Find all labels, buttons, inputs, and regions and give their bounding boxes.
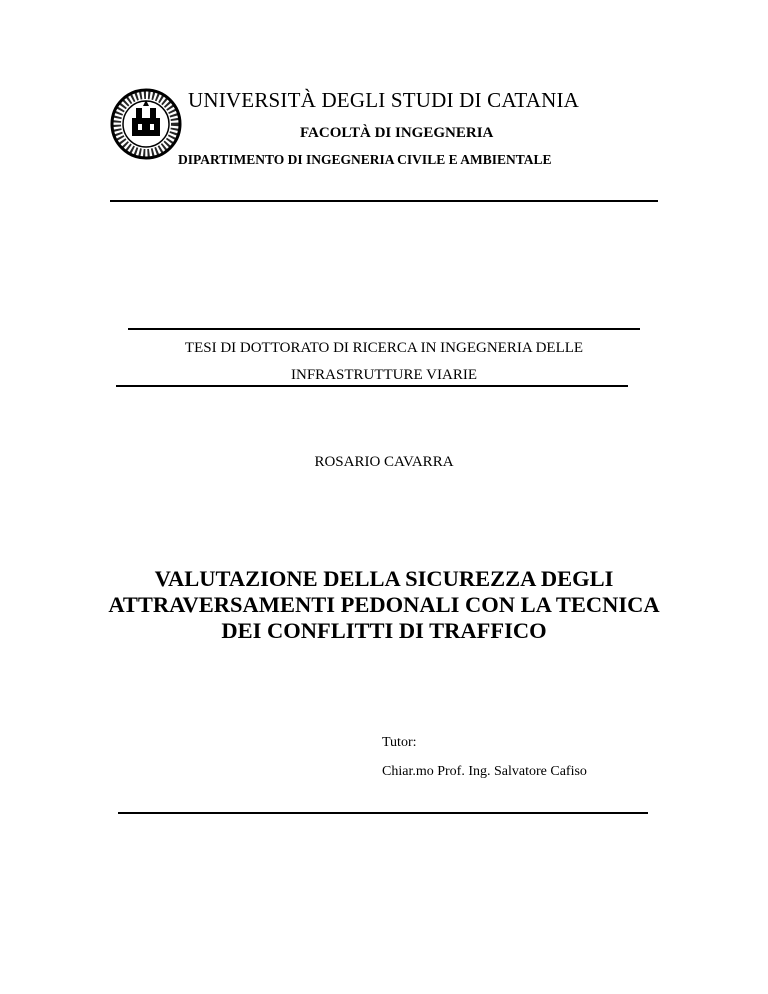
university-name: UNIVERSITÀ DEGLI STUDI DI CATANIA — [188, 88, 580, 112]
thesis-top-divider — [128, 328, 640, 330]
faculty-name: FACOLTÀ DI INGEGNERIA — [300, 125, 494, 141]
thesis-type-line2: INFRASTRUTTURE VIARIE — [291, 367, 477, 383]
footer-divider — [118, 812, 648, 814]
thesis-bottom-divider — [116, 385, 628, 387]
tutor-name: Chiar.mo Prof. Ing. Salvatore Cafiso — [382, 764, 587, 779]
thesis-type-line1: TESI DI DOTTORATO DI RICERCA IN INGEGNERIA DELLE — [184, 340, 584, 356]
university-seal-icon — [110, 88, 182, 160]
thesis-title — [40, 566, 728, 644]
thesis-title-line3: DEI CONFLITTI DI TRAFFICO — [221, 618, 547, 643]
author-name: ROSARIO CAVARRA — [314, 454, 454, 470]
tutor-label: Tutor: — [382, 735, 417, 750]
department-name: DIPARTIMENTO DI INGEGNERIA CIVILE E AMBIENTALE — [178, 152, 552, 167]
thesis-title-line1: VALUTAZIONE DELLA SICUREZZA DEGLI — [154, 566, 614, 591]
header-divider — [110, 200, 658, 202]
thesis-title-line2: ATTRAVERSAMENTI PEDONALI CON LA TECNICA — [108, 592, 660, 617]
